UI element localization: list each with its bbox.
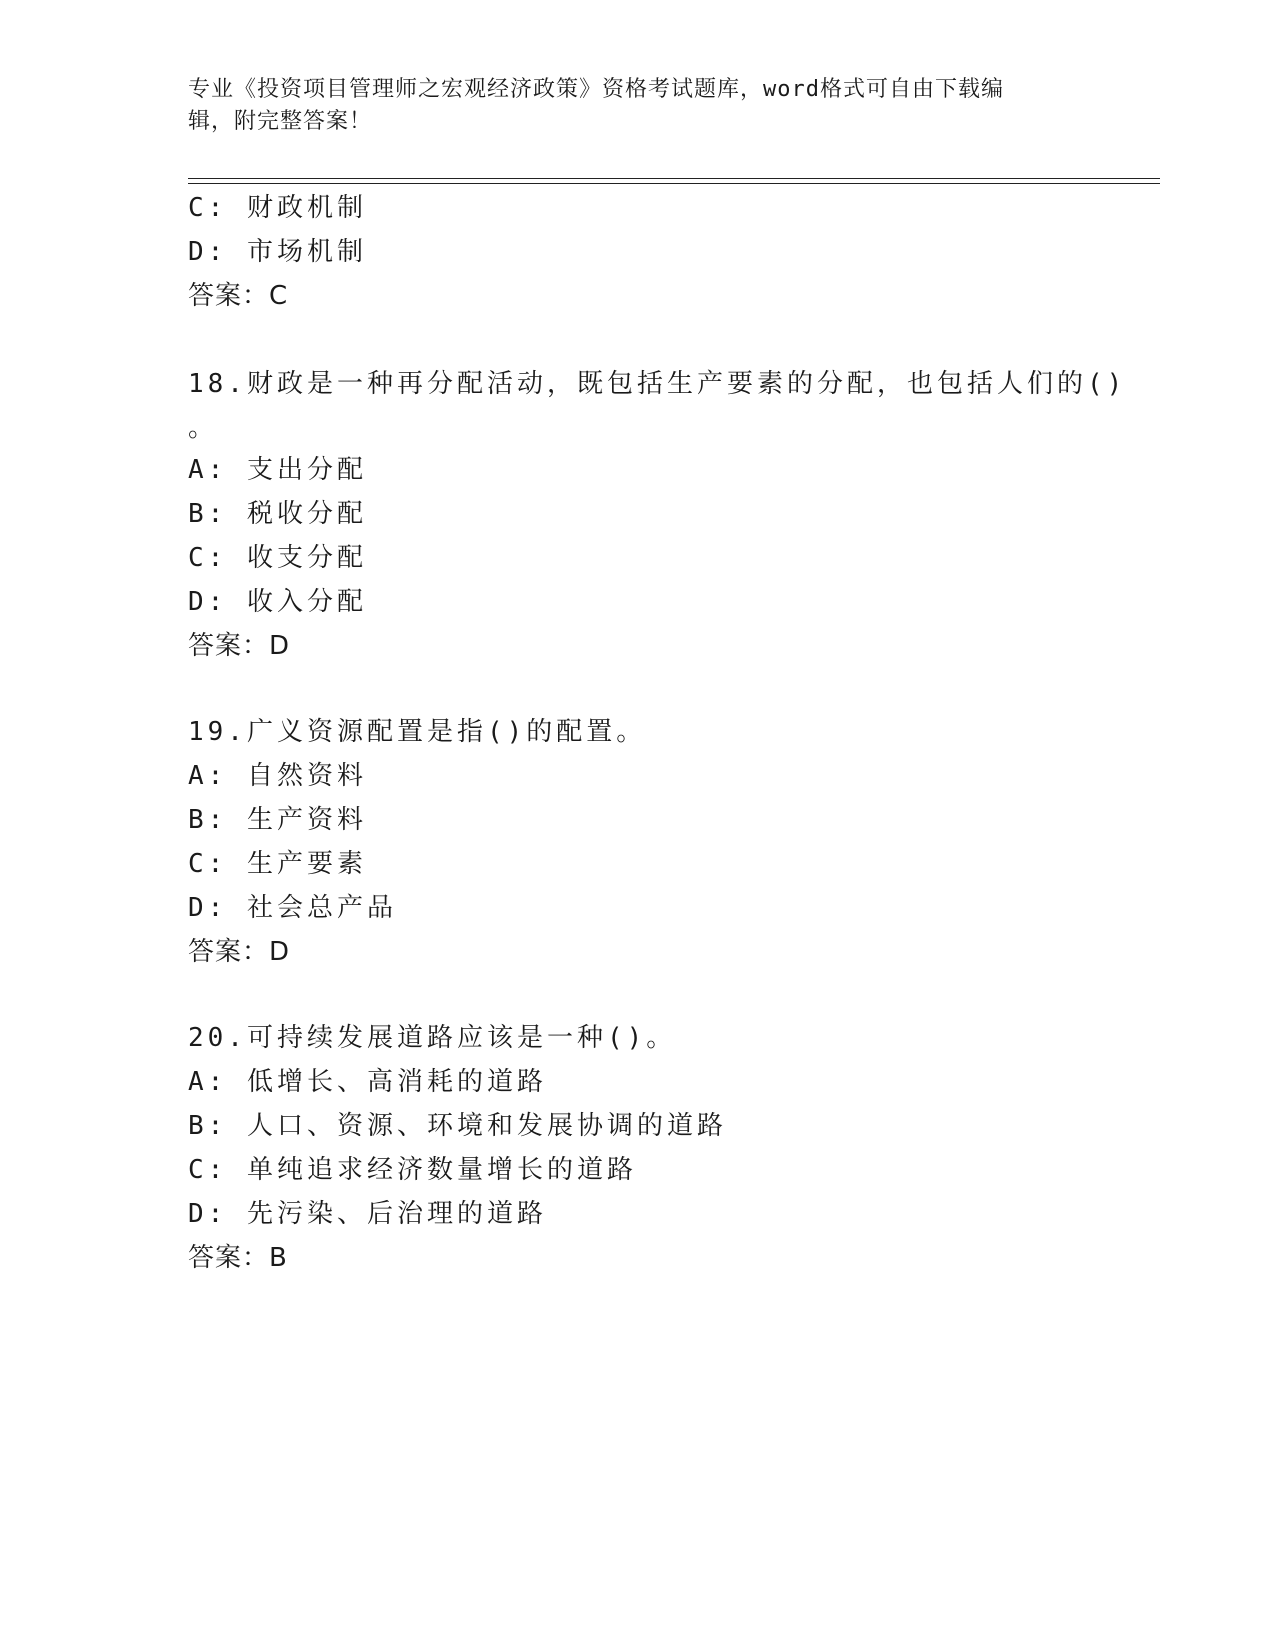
q18-option-c: C: 收支分配 bbox=[188, 543, 367, 573]
q17-option-c: C: 财政机制 bbox=[188, 193, 367, 223]
q20-answer: 答案：B bbox=[188, 1243, 288, 1273]
q19-option-c: C: 生产要素 bbox=[188, 849, 367, 879]
header-divider-top bbox=[188, 178, 1160, 179]
q18-answer: 答案：D bbox=[188, 631, 291, 661]
q20-option-d: D: 先污染、后治理的道路 bbox=[188, 1199, 547, 1229]
q17-answer: 答案：C bbox=[188, 281, 289, 311]
document-header bbox=[188, 74, 1068, 138]
q18-stem-line-1: 18.财政是一种再分配活动，既包括生产要素的分配，也包括人们的() bbox=[188, 369, 1127, 399]
q19-answer: 答案：D bbox=[188, 937, 291, 967]
q18-stem-line-2: 。 bbox=[188, 413, 219, 443]
q20-stem: 20.可持续发展道路应该是一种()。 bbox=[188, 1023, 677, 1053]
q18-option-d: D: 收入分配 bbox=[188, 587, 367, 617]
q17-option-d: D: 市场机制 bbox=[188, 237, 367, 267]
q20-option-b: B: 人口、资源、环境和发展协调的道路 bbox=[188, 1111, 727, 1141]
q19-option-d: D: 社会总产品 bbox=[188, 893, 397, 923]
q18-option-b: B: 税收分配 bbox=[188, 499, 367, 529]
header-divider-bottom bbox=[188, 183, 1160, 184]
header-line-2: 辑，附完整答案！ bbox=[188, 109, 373, 134]
q20-option-c: C: 单纯追求经济数量增长的道路 bbox=[188, 1155, 637, 1185]
header-line-1: 专业《投资项目管理师之宏观经济政策》资格考试题库，word格式可自由下载编 bbox=[188, 77, 1004, 102]
q19-stem: 19.广义资源配置是指()的配置。 bbox=[188, 717, 647, 747]
q18-option-a: A: 支出分配 bbox=[188, 455, 367, 485]
q19-option-a: A: 自然资料 bbox=[188, 761, 367, 791]
q19-option-b: B: 生产资料 bbox=[188, 805, 367, 835]
q20-option-a: A: 低增长、高消耗的道路 bbox=[188, 1067, 547, 1097]
